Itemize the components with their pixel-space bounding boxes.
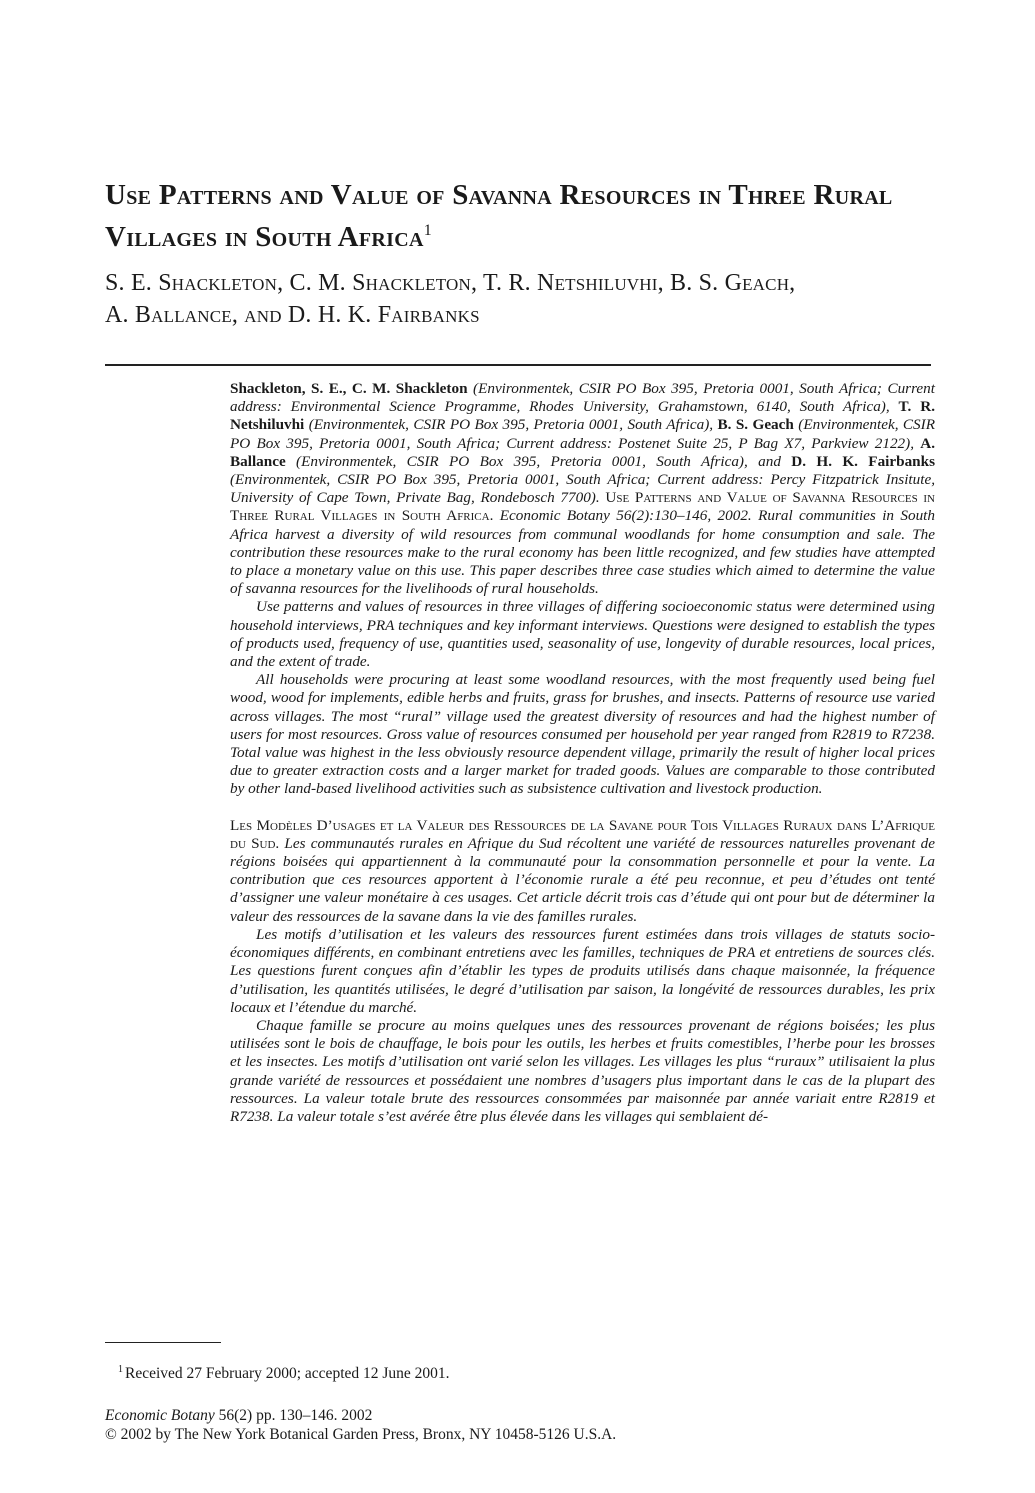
abstract-fr-title: Les Modèles D’usages et la Valeur des Ressources de la Savane pour Tois Villages Ruraux dans L’Afrique du Sud. bbox=[230, 816, 935, 852]
footnote bbox=[118, 1360, 450, 1383]
abstract-en-body-1: Economic Botany 56(2):130–146, 2002. Rural communities in South Africa harvest a diversity of wild resources from communal woodlands for home consumption and sale. The contribution these resources make to the rural economy has been little recognized, and few studies have attempted to place a monetary value on this use. This paper describes three case studies which aimed to determine the value of savanna resources for the livelihoods of rural households. bbox=[230, 507, 935, 598]
abstract-fr-paragraph-2: Les motifs d’utilisation et les valeurs des ressources furent estimées dans trois villages de statuts socio-économiques différents, en combinant entretiens avec les familles, techniques de PRA et entretiens de sources clés. Les questions furent conçues afin d’établir les types de produits utilisés dans chaque maisonnée, la fréquence d’utilisation, les quantités utilisées, le degré d’utilisation par saison, la longévité de ressources durables, les prix locaux et l’étendue du marché. bbox=[230, 925, 935, 1016]
author-affiliation-2: (Environmentek, CSIR PO Box 395, Pretoria 0001, South Africa), bbox=[304, 416, 718, 434]
abstract-en-title: Use Patterns and Value of Savanna Resources in Three Rural Villages in South Africa. bbox=[230, 489, 935, 525]
author-name-2: T. R. Netshiluvhi bbox=[230, 398, 935, 434]
journal-name: Economic Botany bbox=[105, 1407, 215, 1424]
footnote-mark: 1 bbox=[118, 1364, 123, 1375]
abstract-fr-paragraph-3: Chaque famille se procure au moins quelques unes des ressources provenant de régions boisées; les plus utilisées sont le bois de chauffage, le bois pour les outils, les herbes et fruits comestibles, l’herbe pour les brosses et les insectes. Les motifs d’utilisation ont varié selon les villages. Les villages les plus “ruraux” utilisaient la plus grande variété de ressources et possédaient une nombres d’usagers plus important dans le cas de la plupart des ressources. La valeur totale brute des ressources consommées par maisonnée par année variait entre R2819 et R7238. La valeur totale s’est avérée être plus élevée dans les villages qui semblaient dé- bbox=[230, 1016, 935, 1125]
abstract-fr-paragraph-1 bbox=[230, 817, 935, 926]
author-name-1: Shackleton, S. E., C. M. Shackleton bbox=[230, 380, 468, 397]
abstract-fr-body-1: Les communautés rurales en Afrique du Sud récoltent une variété de ressources naturelles provenant de régions boisées qui appartiennent à la communauté pour la consommation personnelle et pour la vente. La contribution que ces resources apportent à l’économie rurale a été peu reconnue, et peu d’études ont tenté d’assigner une valeur monétaire à ces usages. Cet article décrit trois cas d’étude qui ont pour but de déterminer la valeur des ressources de la savane dans la vie des familles rurales. bbox=[230, 834, 935, 925]
footnote-rule bbox=[105, 1342, 221, 1343]
journal-volume-pages: 56(2) pp. 130–146. 2002 bbox=[214, 1407, 373, 1424]
author-line-2: A. Ballance, and D. H. K. Fairbanks bbox=[105, 302, 480, 328]
author-line-1: S. E. Shackleton, C. M. Shackleton, T. R. Netshiluvhi, B. S. Geach, bbox=[105, 270, 796, 296]
article-title-text: Use Patterns and Value of Savanna Resources in Three Rural Villages in South Africa bbox=[105, 179, 893, 253]
author-affiliation-1: (Environmentek, CSIR PO Box 395, Pretoria 0001, South Africa; Current address: Environmental Science Programme, Rhodes University, Grahamstown, 6140, South Africa), bbox=[230, 380, 935, 416]
author-affiliation-5: (Environmentek, CSIR PO Box 395, Pretoria 0001, South Africa; Current address: Percy Fitzpatrick Insitute, University of Cape Town, Private Bag, Rondebosch 7700). bbox=[230, 471, 935, 507]
abstract-en-paragraph-2: Use patterns and values of resources in three villages of differing socioeconomic status were determined using household interviews, PRA techniques and key informant interviews. Questions were designed to establish the types of products used, frequency of use, quantities used, seasonality of use, longevity of durable resources, local prices, and the extent of trade. bbox=[230, 598, 935, 671]
journal-citation bbox=[105, 1406, 372, 1425]
footnote-text: Received 27 February 2000; accepted 12 June 2001. bbox=[125, 1365, 450, 1382]
author-list bbox=[105, 267, 965, 331]
abstract bbox=[230, 380, 935, 1126]
author-affiliation-4: (Environmentek, CSIR PO Box 395, Pretoria 0001, South Africa), and bbox=[285, 452, 792, 470]
abstract-en-paragraph-3: All households were procuring at least some woodland resources, with the most frequently used being fuel wood, wood for implements, edible herbs and fruits, grass for brushes, and insects. Patterns of resource use varied across villages. The most “rural” village used the greatest diversity of resources and had the highest number of users for most resources. Gross value of resources consumed per household per year ranged from R2819 to R7238. Total value was highest in the less obviously resource dependent village, primarily the result of higher local prices due to greater extraction costs and a larger market for traded goods. Values are comparable to those contributed by other land-based livelihood activities such as subsistence cultivation and livestock production. bbox=[230, 671, 935, 798]
author-name-3: B. S. Geach bbox=[717, 416, 794, 434]
title-footnote-mark: 1 bbox=[423, 222, 433, 239]
copyright-notice: © 2002 by The New York Botanical Garden Press, Bronx, NY 10458-5126 U.S.A. bbox=[105, 1426, 617, 1443]
article-title bbox=[105, 178, 965, 255]
author-affiliation-3: (Environmentek, CSIR PO Box 395, Pretoria 0001, South Africa; Current address: Postenet Suite 25, P Bag X7, Parkview 2122), bbox=[230, 416, 935, 452]
abstract-en-paragraph-1 bbox=[230, 380, 935, 598]
author-name-5: D. H. K. Fairbanks bbox=[791, 452, 935, 470]
author-name-4: A. Ballance bbox=[230, 434, 935, 470]
header-rule bbox=[105, 364, 931, 366]
